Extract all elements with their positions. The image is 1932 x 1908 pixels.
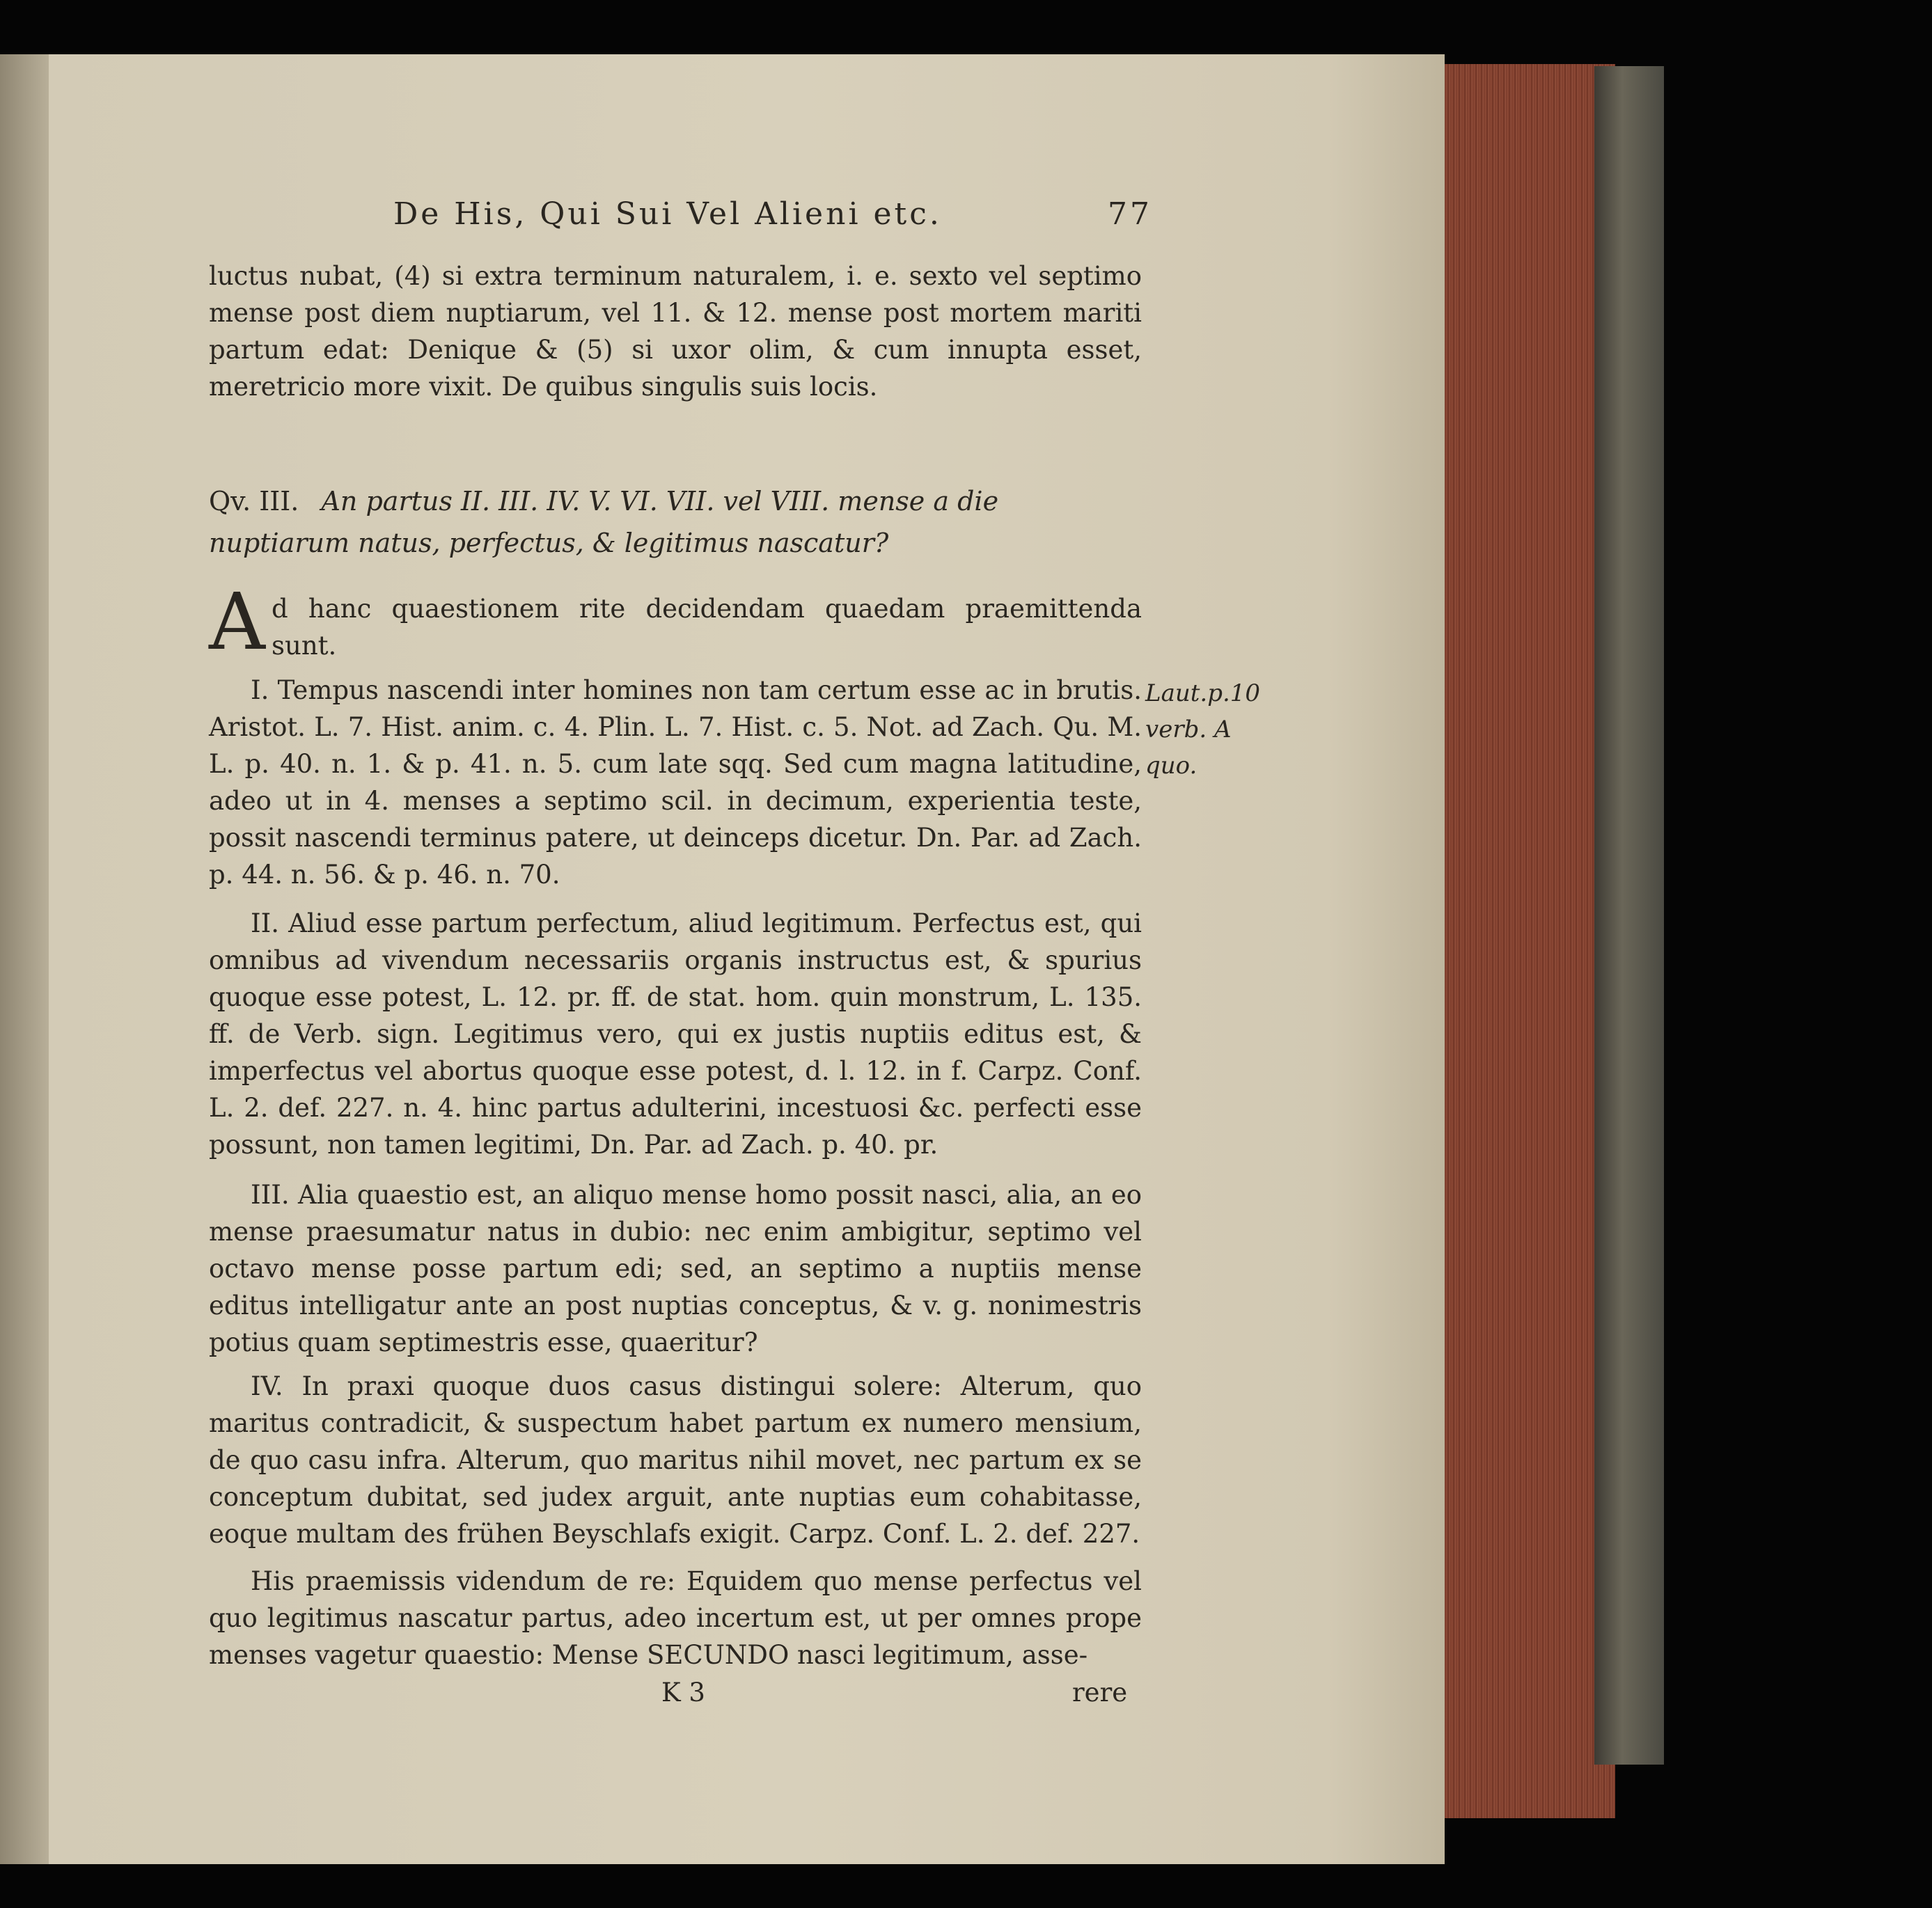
running-head: [393, 196, 1152, 232]
drop-capital: A: [209, 577, 265, 668]
book-cover-edge: [1594, 66, 1664, 1765]
question-heading: [209, 480, 1142, 564]
question-text: An partus II. III. IV. V. VI. VII. vel VIII. mense a die nuptiarum natus, perfectus, & legitimus nascatur?: [209, 486, 999, 558]
catchword: rere: [1072, 1678, 1128, 1708]
book-fore-edge: [1445, 64, 1615, 1818]
point-1: I. Tempus nascendi inter homines non tam certum esse ac in brutis. Aristot. L. 7. Hist. anim. c. 4. Plin. L. 7. Hist. c. 5. Not. ad Zach. Qu. M. L. p. 40. n. 1. & p. 41. n. 5. cum late sqq. Sed cum magna latitudine, adeo ut in 4. menses a septimo scil. in decimum, experientia teste, possit nascendi terminus patere, ut deinceps dicetur. Dn. Par. ad Zach. p. 44. n. 56. & p. 46. n. 70.: [209, 675, 1142, 890]
page-number: 77: [1108, 196, 1152, 232]
signature-mark: K 3: [661, 1678, 705, 1708]
running-head-title: De His, Qui Sui Vel Alieni etc.: [393, 196, 942, 232]
facing-page-edge: [0, 54, 49, 1864]
opening-paragraph: luctus nubat, (4) si extra terminum naturalem, i. e. sexto vel septimo mense post diem nuptiarum, vel 11. & 12. mense post mortem mariti partum edat: Denique & (5) si uxor olim, & cum innupta esset, meretricio more vixit. De quibus singulis suis locis.: [209, 261, 1142, 402]
question-label: Qv. III.: [209, 486, 299, 517]
point-4: IV. In praxi quoque duos casus distingui solere: Alterum, quo maritus contradicit, & suspectum habet partum ex numero mensium, de quo casu infra. Alterum, quo maritus nihil movet, nec partum ex se conceptum dubitat, sed judex arguit, ante nuptias eum cohabitasse, eoque multam des frühen Beyschlafs exigit. Carpz. Conf. L. 2. def. 227.: [209, 1371, 1142, 1549]
closing-paragraph: His praemissis videndum de re: Equidem quo mense perfectus vel quo legitimus nascatur partus, adeo incertum est, ut per omnes prope menses vagetur quaestio: Mense SECUNDO nasci legitimum, asse-: [209, 1566, 1142, 1670]
point-3: III. Alia quaestio est, an aliquo mense homo possit nasci, alia, an eo mense praesumatur natus in dubio: nec enim ambigitur, septimo vel octavo mense posse partum edi; sed, an septimo a nuptiis mense editus intelligatur ante an post nuptias conceptus, & v. g. nonimestris potius quam septimestris esse, quaeritur?: [209, 1180, 1142, 1357]
point-2: II. Aliud esse partum perfectum, aliud legitimum. Perfectus est, qui omnibus ad vivendum necessariis organis instructus est, & spurius quoque esse potest, L. 12. pr. ff. de stat. hom. quin monstrum, L. 135. ff. de Verb. sign. Legitimus vero, qui ex justis nuptiis editus est, & imperfectus vel abortus quoque esse potest, d. l. 12. in f. Carpz. Conf. L. 2. def. 227. n. 4. hinc partus adulterini, incestuosi &c. perfecti esse possunt, non tamen legitimi, Dn. Par. ad Zach. p. 40. pr.: [209, 908, 1142, 1160]
intro-paragraph: d hanc quaestionem rite decidendam quaedam praemittenda sunt.: [272, 594, 1142, 661]
margin-note: Laut.p.10 verb. A quo.: [1145, 679, 1261, 780]
